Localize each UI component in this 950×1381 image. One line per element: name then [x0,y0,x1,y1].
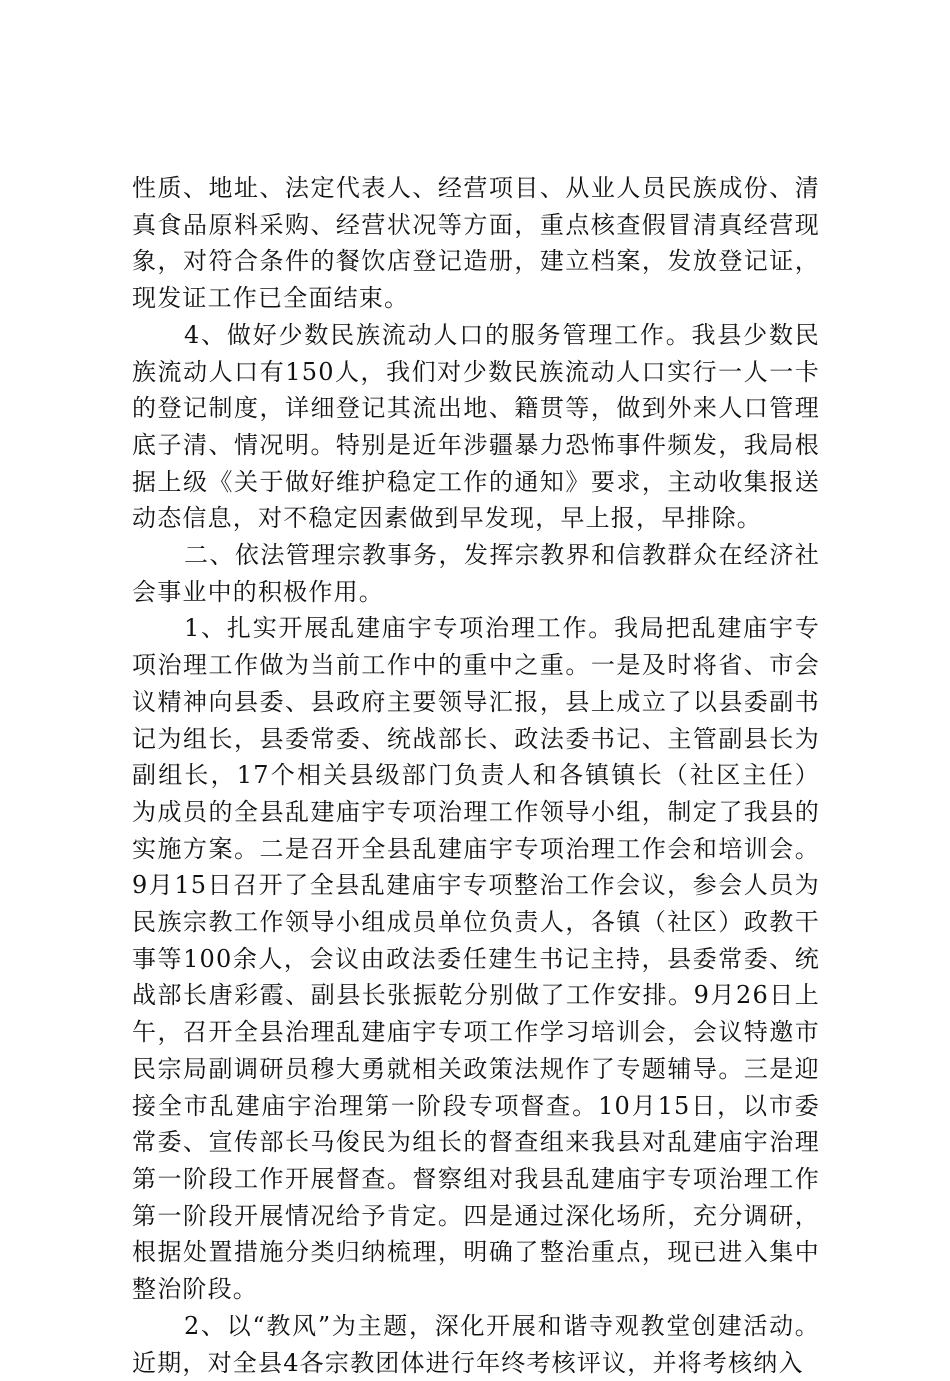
paragraph-item-2: 2、以“教风”为主题，深化开展和谐寺观教堂创建活动。近期，对全县4各宗教团体进行年终考核评议，并将考核纳入 [132,1311,820,1377]
paragraph-item-4: 4、做好少数民族流动人口的服务管理工作。我县少数民族流动人口有150人，我们对少数民族流动人口实行一人一卡的登记制度，详细登记其流出地、籍贯等，做到外来人口管理底子清、情况明。特别是近年涉疆暴力恐怖事件频发，我局根据上级《关于做好维护稳定工作的通知》要求，主动收集报送动态信息，对不稳定因素做到早发现，早上报，早排除。 [132,320,820,533]
document-body [132,170,820,1381]
paragraph-item-1: 1、扎实开展乱建庙宇专项治理工作。我局把乱建庙宇专项治理工作做为当前工作中的重中之重。一是及时将省、市会议精神向县委、县政府主要领导汇报，县上成立了以县委副书记为组长，县委常委、统战部长、政法委书记、主管副县长为副组长，17个相关县级部门负责人和各镇镇长（社区主任）为成员的全县乱建庙宇专项治理工作领导小组，制定了我县的实施方案。二是召开全县乱建庙宇专项治理工作会和培训会。9月15日召开了全县乱建庙宇专项整治工作会议，参会人员为民族宗教工作领导小组成员单位负责人，各镇（社区）政教干事等100余人，会议由政法委任建生书记主持，县委常委、统战部长唐彩霞、副县长张振乾分别做了工作安排。9月26日上午，召开全县治理乱建庙宇专项工作学习培训会，会议特邀市民宗局副调研员穆大勇就相关政策法规作了专题辅导。三是迎接全市乱建庙宇治理第一阶段专项督查。10月15日，以市委常委、宣传部长马俊民为组长的督查组来我县对乱建庙宇治理第一阶段工作开展督查。督察组对我县乱建庙宇专项治理工作第一阶段开展情况给予肯定。四是通过深化场所，充分调研，根据处置措施分类归纳梳理，明确了整治重点，现已进入集中整治阶段。 [132,614,820,1304]
paragraph-continuation: 性质、地址、法定代表人、经营项目、从业人员民族成份、清真食品原料采购、经营状况等方面，重点核查假冒清真经营现象，对符合条件的餐饮店登记造册，建立档案，发放登记证，现发证工作已全面结束。 [132,174,820,313]
section-heading-2: 二、依法管理宗教事务，发挥宗教界和信教群众在经济社会事业中的积极作用。 [132,541,820,606]
